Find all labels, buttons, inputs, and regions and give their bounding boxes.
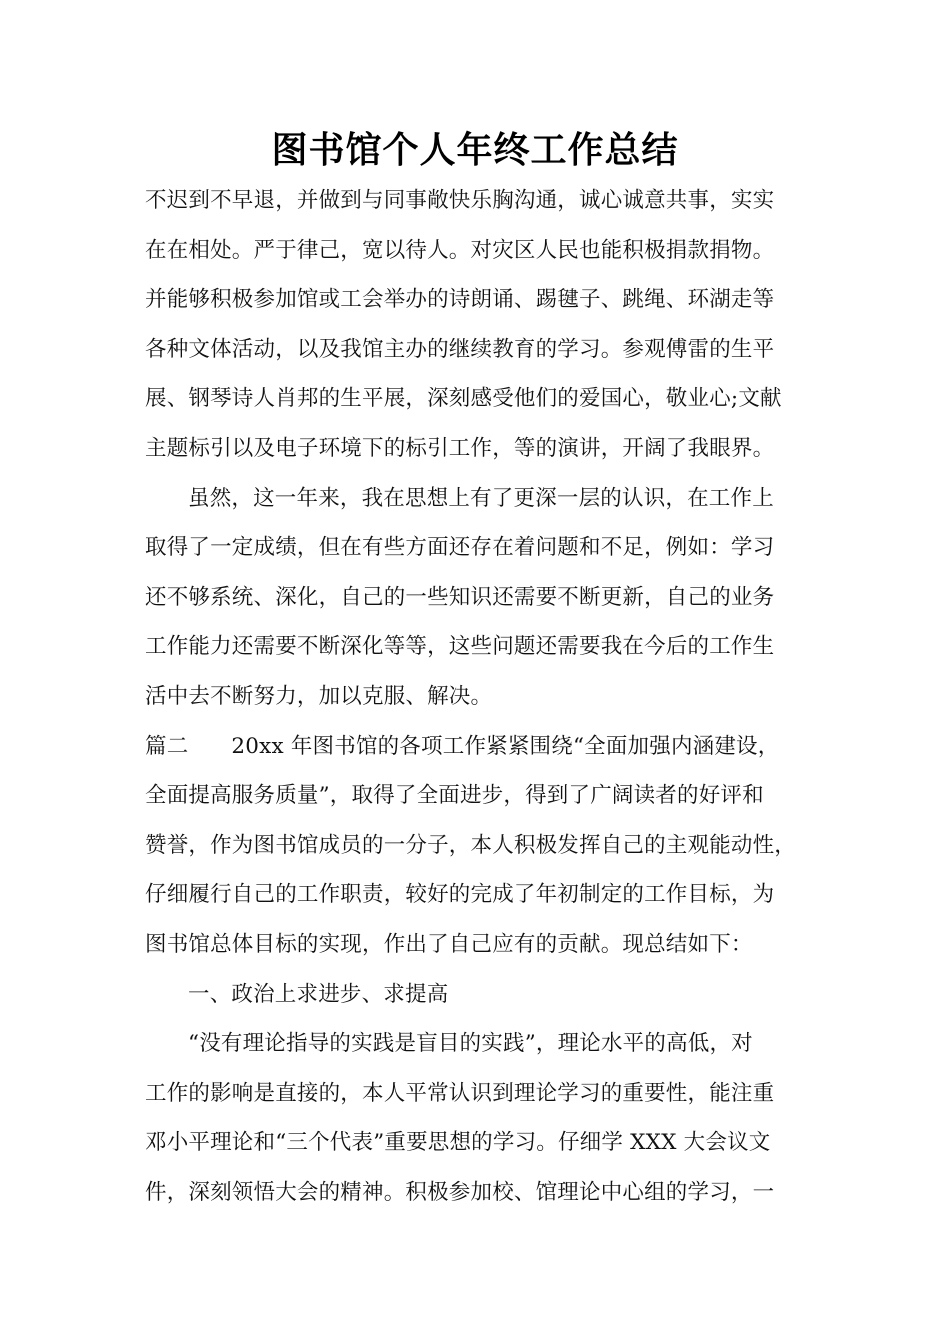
text-line: 仔细履行自己的工作职责，较好的完成了年初制定的工作目标，为 — [145, 882, 775, 908]
text-line: 各种文体活动，以及我馆主办的继续教育的学习。参观傅雷的生平 — [145, 336, 775, 362]
text-line: 展、钢琴诗人肖邦的生平展，深刻感受他们的爱国心，敬业心;文献 — [145, 386, 782, 412]
section-first-text: 20xx 年图书馆的各项工作紧紧围绕“全面加强内涵建设， — [231, 733, 780, 759]
paragraph-first-line: 虽然，这一年来，我在思想上有了更深一层的认识，在工作上 — [188, 485, 774, 511]
text-line: 在在相处。严于律己，宽以待人。对灾区人民也能积极捐款捐物。 — [145, 237, 775, 263]
text-line: 取得了一定成绩，但在有些方面还存在着问题和不足，例如：学习 — [145, 535, 775, 561]
text-line: 邓小平理论和“三个代表”重要思想的学习。仔细学 XXX 大会议文 — [145, 1130, 771, 1156]
document-title: 图书馆个人年终工作总结 — [271, 130, 679, 171]
text-line: 还不够系统、深化，自己的一些知识还需要不断更新，自己的业务 — [145, 584, 775, 610]
section-start-line — [145, 722, 835, 772]
paragraph-first-line: “没有理论指导的实践是盲目的实践”，理论水平的高低，对 — [188, 1031, 753, 1057]
text-line: 不迟到不早退，并做到与同事敞快乐胸沟通，诚心诚意共事，实实 — [145, 188, 775, 213]
section-heading: 一、政治上求进步、求提高 — [188, 981, 449, 1007]
text-line: 全面提高服务质量”，取得了全面进步，得到了广阔读者的好评和 — [145, 783, 764, 809]
document-body — [145, 176, 835, 1217]
text-line: 并能够积极参加馆或工会举办的诗朗诵、踢毽子、跳绳、环湖走等 — [145, 287, 775, 313]
text-line: 活中去不断努力，加以克服、解决。 — [145, 683, 493, 709]
text-line: 工作能力还需要不断深化等等，这些问题还需要我在今后的工作生 — [145, 634, 775, 660]
text-line: 工作的影响是直接的，本人平常认识到理论学习的重要性，能注重 — [145, 1080, 775, 1106]
section-label: 篇二 — [145, 733, 189, 759]
text-line: 件，深刻领悟大会的精神。积极参加校、馆理论中心组的学习，一 — [145, 1179, 775, 1205]
text-line: 赞誉，作为图书馆成员的一分子，本人积极发挥自己的主观能动性， — [145, 832, 797, 858]
text-line: 主题标引以及电子环境下的标引工作，等的演讲，开阔了我眼界。 — [145, 435, 775, 461]
text-line: 图书馆总体目标的实现，作出了自己应有的贡献。现总结如下： — [145, 931, 753, 957]
